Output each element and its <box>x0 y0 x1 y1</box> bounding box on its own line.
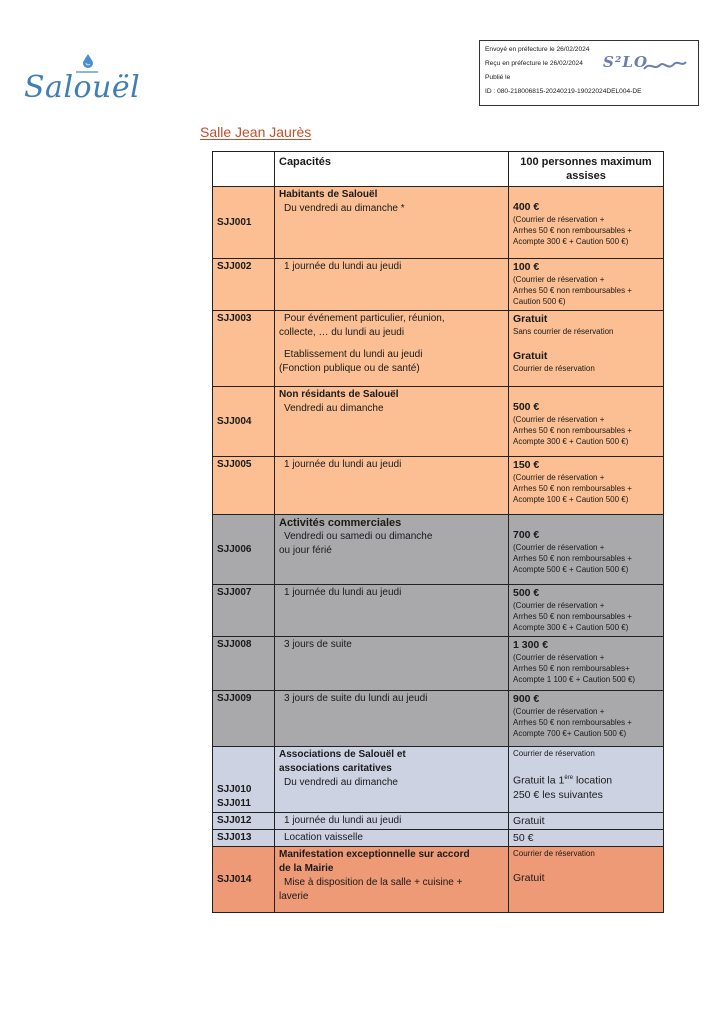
row-capacity <box>275 830 509 847</box>
price-first-suffix: location <box>573 774 613 787</box>
table-row <box>213 585 664 637</box>
price-detail: (Courrier de réservation + <box>513 275 605 284</box>
table-row <box>213 747 664 813</box>
price-value: 100 € <box>513 261 540 273</box>
price-detail: Arrhes 50 € non remboursables + <box>513 286 632 295</box>
price-detail: Sans courrier de réservation <box>513 327 614 336</box>
price-value: Gratuit <box>513 313 548 325</box>
row-code: SJJ013 <box>213 830 275 847</box>
price-detail: Arrhes 50 € non remboursables + <box>513 554 632 563</box>
table-row <box>213 311 664 387</box>
page-title: Salle Jean Jaurès <box>200 124 312 140</box>
row-description: Mise à disposition de la salle + cuisine + <box>284 877 463 888</box>
row-capacity <box>275 747 509 813</box>
row-description: Du vendredi au dimanche <box>284 777 398 788</box>
section-heading: associations caritatives <box>279 763 392 774</box>
price-value: 1 300 € <box>513 639 549 651</box>
row-capacity <box>275 457 509 515</box>
logo-text: Salouël <box>24 70 141 105</box>
price-value: 50 € <box>513 832 534 844</box>
row-code: SJJ001 <box>213 187 275 259</box>
row-code: SJJ004 <box>213 387 275 457</box>
row-capacity <box>275 515 509 585</box>
row-description: 3 jours de suite <box>284 639 352 650</box>
water-drop-icon <box>82 54 94 68</box>
table-row <box>213 515 664 585</box>
row-price <box>509 747 664 813</box>
row-capacity <box>275 813 509 830</box>
section-heading: Activités commerciales <box>279 517 402 529</box>
price-detail: Arrhes 50 € non remboursables + <box>513 226 632 235</box>
table-row <box>213 457 664 515</box>
row-capacity <box>275 187 509 259</box>
spacer <box>513 337 659 349</box>
table-row <box>213 830 664 847</box>
row-description: collecte, … du lundi au jeudi <box>279 327 405 338</box>
price-detail: (Courrier de réservation + <box>513 653 605 662</box>
stamp-published-line: Publié le <box>485 74 511 81</box>
price-first-superscript: ère <box>564 775 574 781</box>
row-capacity <box>275 691 509 747</box>
row-description: Vendredi ou samedi ou dimanche <box>284 531 433 542</box>
salouel-logo <box>24 54 144 106</box>
prefecture-stamp <box>479 40 699 106</box>
price-detail: Arrhes 50 € non remboursables + <box>513 484 632 493</box>
price-detail: Acompte 300 € + Caution 500 €) <box>513 437 629 446</box>
row-price <box>509 259 664 311</box>
row-code: SJJ003 <box>213 311 275 387</box>
row-description: 1 journée du lundi au jeudi <box>284 587 402 598</box>
table-row <box>213 813 664 830</box>
price-detail: Arrhes 50 € non remboursables+ <box>513 664 630 673</box>
price-detail: Acompte 1 100 € + Caution 500 €) <box>513 675 636 684</box>
row-description: Location vaisselle <box>284 832 363 843</box>
price-value: Gratuit <box>513 815 545 827</box>
row-description: Vendredi au dimanche <box>284 403 384 414</box>
price-value: 250 € les suivantes <box>513 788 603 801</box>
price-value: Gratuit <box>513 350 548 362</box>
price-first-prefix: Gratuit la 1 <box>513 774 565 787</box>
price-detail: Courrier de réservation <box>513 849 595 858</box>
row-price <box>509 187 664 259</box>
row-code: SJJ008 <box>213 637 275 691</box>
row-description: laverie <box>279 891 309 902</box>
price-detail: Acompte 300 € + Caution 500 €) <box>513 237 629 246</box>
price-detail: (Courrier de réservation + <box>513 601 605 610</box>
spacer <box>513 516 659 528</box>
spacer <box>279 340 504 348</box>
section-heading: Associations de Salouël et <box>279 749 406 760</box>
row-capacity <box>275 585 509 637</box>
row-capacity <box>275 311 509 387</box>
section-heading: Habitants de Salouël <box>279 189 378 200</box>
table-row <box>213 387 664 457</box>
price-detail: Caution 500 €) <box>513 297 566 306</box>
row-capacity <box>275 259 509 311</box>
section-heading: Non résidants de Salouël <box>279 389 399 400</box>
row-capacity <box>275 387 509 457</box>
row-price <box>509 387 664 457</box>
header-capacity-max: 100 personnes maximum assises <box>509 152 664 187</box>
row-description: Etablissement du lundi au jeudi <box>284 349 423 360</box>
row-code: SJJ012 <box>213 813 275 830</box>
row-capacity <box>275 637 509 691</box>
row-price <box>509 813 664 830</box>
signature-squiggle-icon <box>642 59 688 73</box>
row-code-a: SJJ010 <box>217 784 252 795</box>
table-header-row <box>213 152 664 187</box>
price-detail: Arrhes 50 € non remboursables + <box>513 718 632 727</box>
row-code: SJJ006 <box>213 515 275 585</box>
row-price <box>509 691 664 747</box>
price-detail: (Courrier de réservation + <box>513 415 605 424</box>
spacer <box>513 388 659 400</box>
price-value: 400 € <box>513 201 540 213</box>
table-row <box>213 691 664 747</box>
row-code <box>213 747 275 813</box>
row-price <box>509 515 664 585</box>
price-value: Gratuit <box>513 872 545 884</box>
price-detail: Acompte 500 € + Caution 500 €) <box>513 565 629 574</box>
price-detail: (Courrier de réservation + <box>513 215 605 224</box>
row-code: SJJ009 <box>213 691 275 747</box>
price-value: 500 € <box>513 401 540 413</box>
row-price <box>509 847 664 913</box>
row-code: SJJ007 <box>213 585 275 637</box>
row-code-b: SJJ011 <box>217 798 251 809</box>
row-description: 3 jours de suite du lundi au jeudi <box>284 693 428 704</box>
price-value <box>513 771 659 788</box>
row-price <box>509 311 664 387</box>
price-value: 900 € <box>513 693 540 705</box>
table-row <box>213 187 664 259</box>
price-detail: Acompte 100 € + Caution 500 €) <box>513 495 629 504</box>
price-value: 700 € <box>513 529 540 541</box>
price-detail: Acompte 700 €+ Caution 500 €) <box>513 729 627 738</box>
row-code: SJJ005 <box>213 457 275 515</box>
row-description: (Fonction publique ou de santé) <box>279 363 420 374</box>
row-capacity <box>275 847 509 913</box>
row-description: 1 journée du lundi au jeudi <box>284 459 402 470</box>
row-description: Pour événement particulier, réunion, <box>284 313 445 324</box>
price-detail: Acompte 300 € + Caution 500 €) <box>513 623 629 632</box>
row-code: SJJ014 <box>213 847 275 913</box>
row-price <box>509 830 664 847</box>
price-detail: (Courrier de réservation + <box>513 473 605 482</box>
section-heading: Manifestation exceptionnelle sur accord <box>279 849 470 860</box>
price-value: 500 € <box>513 587 540 599</box>
header-capacites: Capacités <box>275 152 509 187</box>
header-code <box>213 152 275 187</box>
spacer <box>513 859 659 871</box>
stamp-id-line: ID : 080-218006815-20240219-19022024DEL004-DE <box>485 88 642 95</box>
row-price <box>509 457 664 515</box>
row-description: 1 journée du lundi au jeudi <box>284 261 402 272</box>
row-price <box>509 637 664 691</box>
price-detail: Arrhes 50 € non remboursables + <box>513 612 632 621</box>
table-row <box>213 847 664 913</box>
table-row <box>213 259 664 311</box>
spacer <box>513 188 659 200</box>
stamp-signature: S²LO <box>603 53 649 71</box>
row-description: Du vendredi au dimanche * <box>284 203 405 214</box>
table-row <box>213 637 664 691</box>
price-value: 150 € <box>513 459 540 471</box>
stamp-received-line: Reçu en préfecture le 26/02/2024 <box>485 60 583 67</box>
stamp-sent-line: Envoyé en préfecture le 26/02/2024 <box>485 46 590 53</box>
row-description: ou jour férié <box>279 545 332 556</box>
row-price <box>509 585 664 637</box>
price-detail: Arrhes 50 € non remboursables + <box>513 426 632 435</box>
row-description: 1 journée du lundi au jeudi <box>284 815 402 826</box>
price-detail: (Courrier de réservation + <box>513 543 605 552</box>
row-code: SJJ002 <box>213 259 275 311</box>
price-detail: Courrier de réservation <box>513 749 595 758</box>
price-detail: (Courrier de réservation + <box>513 707 605 716</box>
price-detail: Courrier de réservation <box>513 364 595 373</box>
spacer <box>513 759 659 771</box>
pricing-table <box>212 151 664 913</box>
section-heading: de la Mairie <box>279 863 334 874</box>
